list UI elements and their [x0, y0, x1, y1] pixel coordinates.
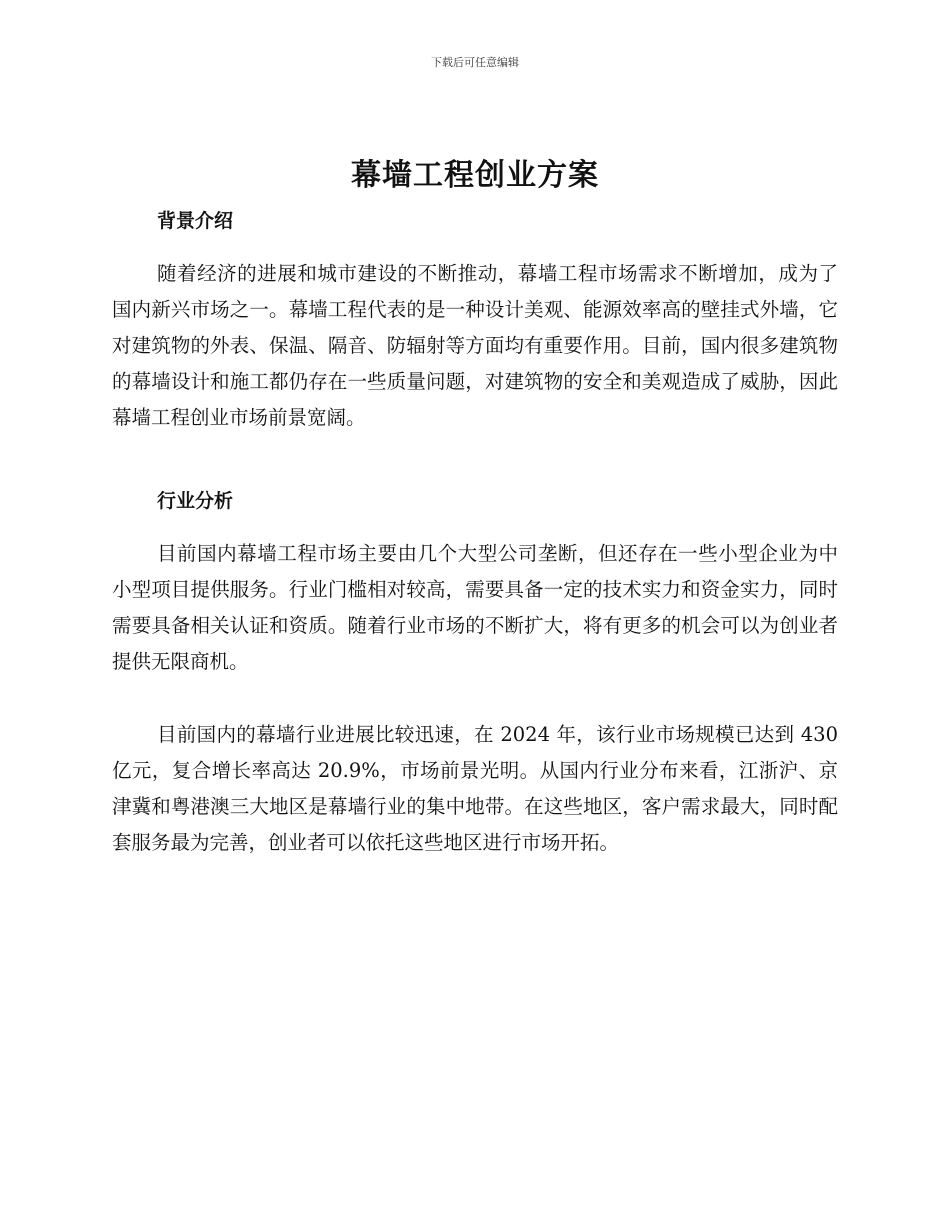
- paragraph-industry-analysis-2: 目前国内的幕墙行业进展比较迅速，在 2024 年，该行业市场规模已达到 430 亿元，复合增长率高达 20.9%，市场前景光明。从国内行业分布来看，江浙沪、京津冀和粤港澳三大地区是幕墙行业的集中地带。在这些地区，客户需求最大，同时配套服务最为完善，创业者可以依托这些地区进行市场开拓。: [112, 723, 838, 854]
- page-header-note: 下载后可任意编辑: [431, 56, 519, 69]
- document-title: 幕墙工程创业方案: [351, 158, 599, 193]
- section-heading-background: 背景介绍: [157, 210, 234, 232]
- section-heading-industry-analysis: 行业分析: [157, 490, 234, 512]
- paragraph-background: 随着经济的进展和城市建设的不断推动，幕墙工程市场需求不断增加，成为了国内新兴市场之一。幕墙工程代表的是一种设计美观、能源效率高的壁挂式外墙，它对建筑物的外表、保温、隔音、防辐射等方面均有重要作用。目前，国内很多建筑物的幕墙设计和施工都仍存在一些质量问题，对建筑物的安全和美观造成了威胁，因此幕墙工程创业市场前景宽阔。: [112, 262, 838, 429]
- paragraph-industry-analysis-1: 目前国内幕墙工程市场主要由几个大型公司垄断，但还存在一些小型企业为中小型项目提供服务。行业门槛相对较高，需要具备一定的技术实力和资金实力，同时需要具备相关认证和资质。随着行业市场的不断扩大，将有更多的机会可以为创业者提供无限商机。: [112, 542, 838, 673]
